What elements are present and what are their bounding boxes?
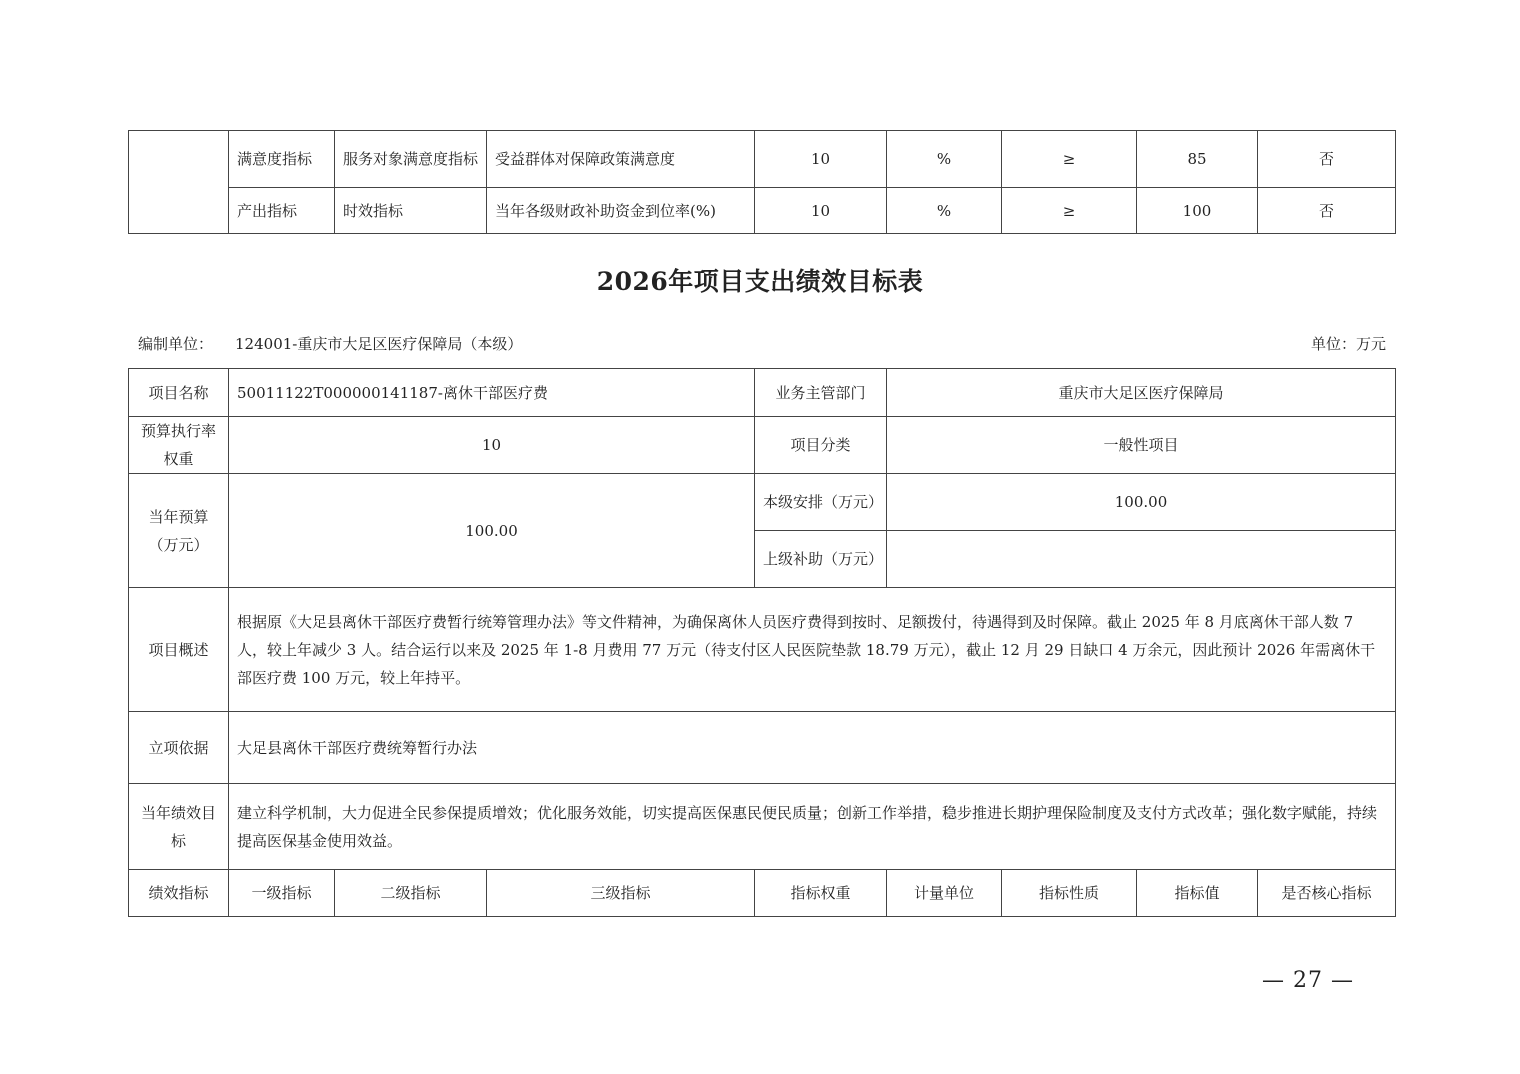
level2-cell: 时效指标 <box>335 188 487 234</box>
table-row <box>129 474 1396 531</box>
level1-cell: 产出指标 <box>229 188 335 234</box>
table-row <box>129 369 1396 417</box>
compiling-unit-value: 124001-重庆市大足区医疗保障局（本级） <box>235 335 523 353</box>
exec-weight-value: 10 <box>229 417 755 474</box>
perf-indicator-label: 绩效指标 <box>129 870 229 917</box>
overview-text: 根据原《大足县离休干部医疗费暂行统筹管理办法》等文件精神，为确保离休人员医疗费得到按时、足额拨付，待遇得到及时保障。截止 2025 年 8 月底离休干部人数 7 人，较上年减少 3 人。结合运行以来及 2025 年 1-8 月费用 77 万元（待支付区人民医院垫款 18.79 万元），截止 12 月 29 日缺口 4 万余元，因此预计 2026 年需离休干部医疗费 100 万元，较上年持平。 <box>229 588 1396 712</box>
blank-cell <box>129 131 229 234</box>
page-title: 2026年项目支出绩效目标表 <box>596 267 924 296</box>
core-cell: 否 <box>1258 131 1396 188</box>
level3-cell: 当年各级财政补助资金到位率(%) <box>487 188 755 234</box>
upper-value <box>887 531 1396 588</box>
compiling-unit-label: 编制单位： <box>138 335 214 353</box>
table-row <box>129 870 1396 917</box>
weight-header: 指标权重 <box>755 870 887 917</box>
local-label: 本级安排（万元） <box>755 474 887 531</box>
unit-cell: % <box>887 131 1002 188</box>
weight-cell: 10 <box>755 188 887 234</box>
level3-header: 三级指标 <box>487 870 755 917</box>
table-row <box>129 588 1396 712</box>
table-row <box>129 417 1396 474</box>
category-label: 项目分类 <box>755 417 887 474</box>
category-value: 一般性项目 <box>887 417 1396 474</box>
unit-header: 计量单位 <box>887 870 1002 917</box>
basis-text: 大足县离休干部医疗费统筹暂行办法 <box>229 712 1396 784</box>
table-row <box>129 712 1396 784</box>
compiling-unit <box>138 333 522 354</box>
core-cell: 否 <box>1258 188 1396 234</box>
nature-cell: ≥ <box>1002 188 1137 234</box>
level3-cell: 受益群体对保障政策满意度 <box>487 131 755 188</box>
goal-label: 当年绩效目标 <box>129 784 229 870</box>
indicator-table-continued <box>128 130 1396 234</box>
value-cell: 100 <box>1137 188 1258 234</box>
dept-label: 业务主管部门 <box>755 369 887 417</box>
table-row <box>129 784 1396 870</box>
level1-header: 一级指标 <box>229 870 335 917</box>
unit-cell: % <box>887 188 1002 234</box>
basis-label: 立项依据 <box>129 712 229 784</box>
budget-label: 当年预算（万元） <box>129 474 229 588</box>
exec-weight-label: 预算执行率权重 <box>129 417 229 474</box>
project-name-value: 50011122T000000141187-离休干部医疗费 <box>229 369 755 417</box>
table-row <box>129 188 1396 234</box>
performance-target-table <box>128 368 1396 917</box>
weight-cell: 10 <box>755 131 887 188</box>
value-header: 指标值 <box>1137 870 1258 917</box>
nature-header: 指标性质 <box>1002 870 1137 917</box>
page-number: — 27 — <box>1262 968 1354 993</box>
budget-value: 100.00 <box>229 474 755 588</box>
nature-cell: ≥ <box>1002 131 1137 188</box>
value-cell: 85 <box>1137 131 1258 188</box>
currency-unit: 单位：万元 <box>1310 335 1386 353</box>
project-name-label: 项目名称 <box>129 369 229 417</box>
level2-cell: 服务对象满意度指标 <box>335 131 487 188</box>
goal-text: 建立科学机制，大力促进全民参保提质增效；优化服务效能，切实提高医保惠民便民质量；创新工作举措，稳步推进长期护理保险制度及支付方式改革；强化数字赋能，持续提高医保基金使用效益。 <box>229 784 1396 870</box>
level1-cell: 满意度指标 <box>229 131 335 188</box>
level2-header: 二级指标 <box>335 870 487 917</box>
overview-label: 项目概述 <box>129 588 229 712</box>
local-value: 100.00 <box>887 474 1396 531</box>
table-row <box>129 131 1396 188</box>
dept-value: 重庆市大足区医疗保障局 <box>887 369 1396 417</box>
core-header: 是否核心指标 <box>1258 870 1396 917</box>
upper-label: 上级补助（万元） <box>755 531 887 588</box>
